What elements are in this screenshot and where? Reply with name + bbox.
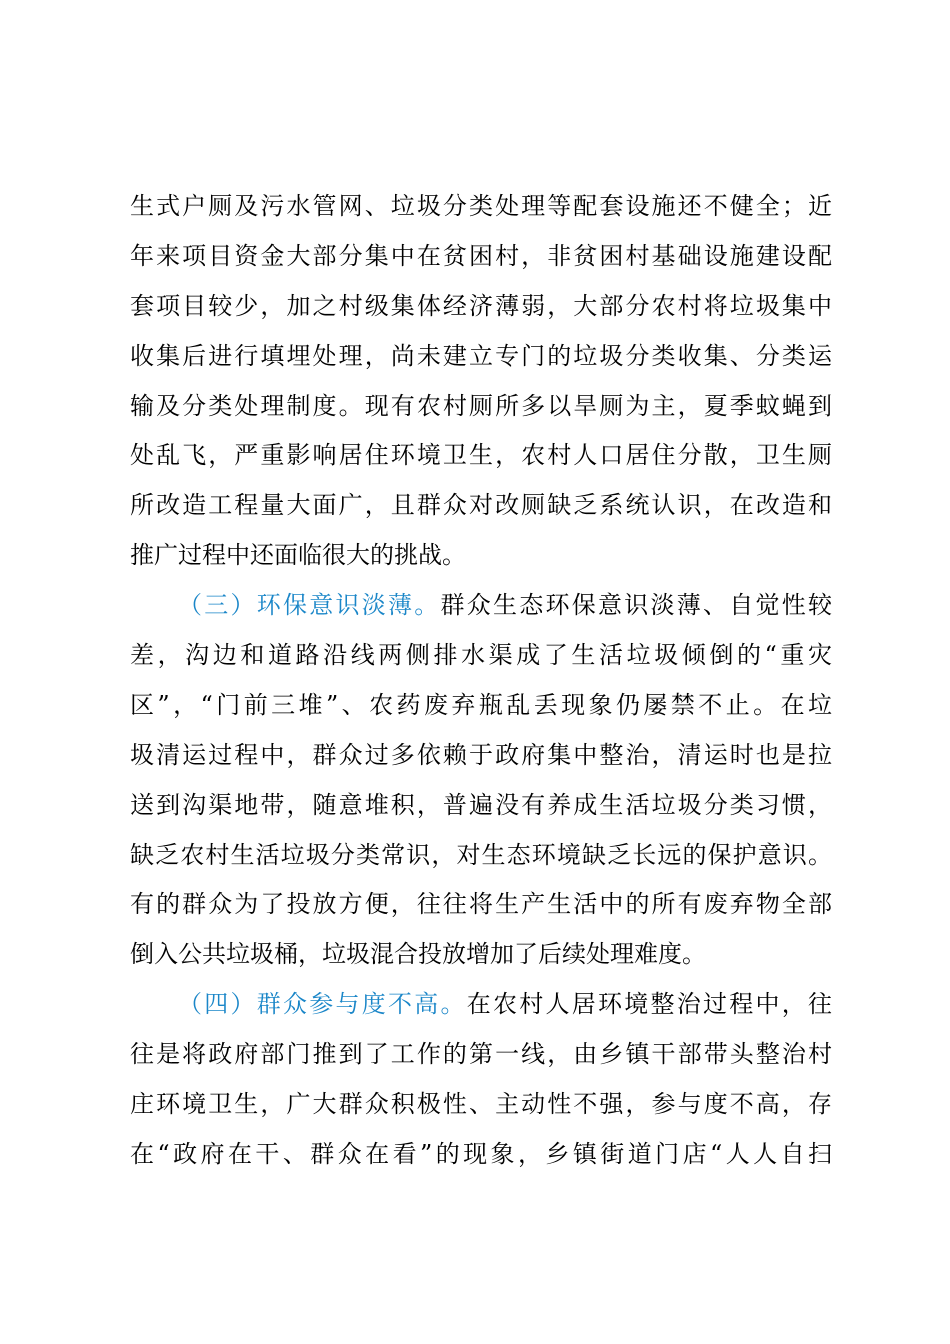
text-line: 圾清运过程中，群众过多依赖于政府集中整治，清运时也是拉	[130, 740, 832, 769]
text-line: 输及分类处理制度。现有农村厕所多以旱厕为主，夏季蚊蝇到	[130, 391, 832, 420]
text-line: 年来项目资金大部分集中在贫困村，非贫困村基础设施建设配	[130, 241, 832, 270]
text-line: 所改造工程量大面广，且群众对改厕缺乏系统认识，在改造和	[130, 491, 832, 520]
text-line-first	[130, 581, 832, 631]
section-heading: （四）群众参与度不高。	[178, 990, 467, 1019]
text-line: 生式户厕及污水管网、垃圾分类处理等配套设施还不健全；近	[130, 192, 832, 220]
text-line: 套项目较少，加之村级集体经济薄弱，大部分农村将垃圾集中	[130, 291, 832, 320]
text-line: 区”，“门前三堆”、农药废弃瓶乱丢现象仍屡禁不止。在垃	[130, 690, 832, 719]
document-body	[130, 182, 832, 1180]
text-line: 庄环境卫生，广大群众积极性、主动性不强，参与度不高，存	[130, 1090, 832, 1119]
text-line: 往是将政府部门推到了工作的第一线，由乡镇干部带头整治村	[130, 1040, 832, 1069]
text-line-first	[130, 980, 832, 1030]
text-line: 差，沟边和道路沿线两侧排水渠成了生活垃圾倾倒的“重灾	[130, 641, 832, 670]
text-line: 推广过程中还面临很大的挑战。	[130, 541, 466, 570]
text-line: 缺乏农村生活垃圾分类常识，对生态环境缺乏长远的保护意识。	[130, 840, 832, 869]
text-run: 在农村人居环境整治过程中，往	[466, 990, 832, 1019]
text-line: 收集后进行填埋处理，尚未建立专门的垃圾分类收集、分类运	[130, 341, 832, 370]
paragraph-infrastructure	[130, 182, 832, 581]
text-line: 倒入公共垃圾桶，垃圾混合投放增加了后续处理难度。	[130, 940, 706, 969]
text-line: 送到沟渠地带，随意堆积，普遍没有养成生活垃圾分类习惯，	[130, 790, 832, 819]
text-line: 有的群众为了投放方便，往往将生产生活中的所有废弃物全部	[130, 890, 832, 919]
text-line: 处乱飞，严重影响居住环境卫生，农村人口居住分散，卫生厕	[130, 441, 832, 470]
section-heading: （三）环保意识淡薄。	[178, 591, 441, 620]
text-run: 群众生态环保意识淡薄、自觉性较	[440, 591, 832, 620]
text-line: 在“政府在干、群众在看”的现象，乡镇街道门店“人人自扫	[130, 1139, 832, 1168]
paragraph-environmental-awareness	[130, 581, 832, 980]
paragraph-public-participation	[130, 980, 832, 1180]
